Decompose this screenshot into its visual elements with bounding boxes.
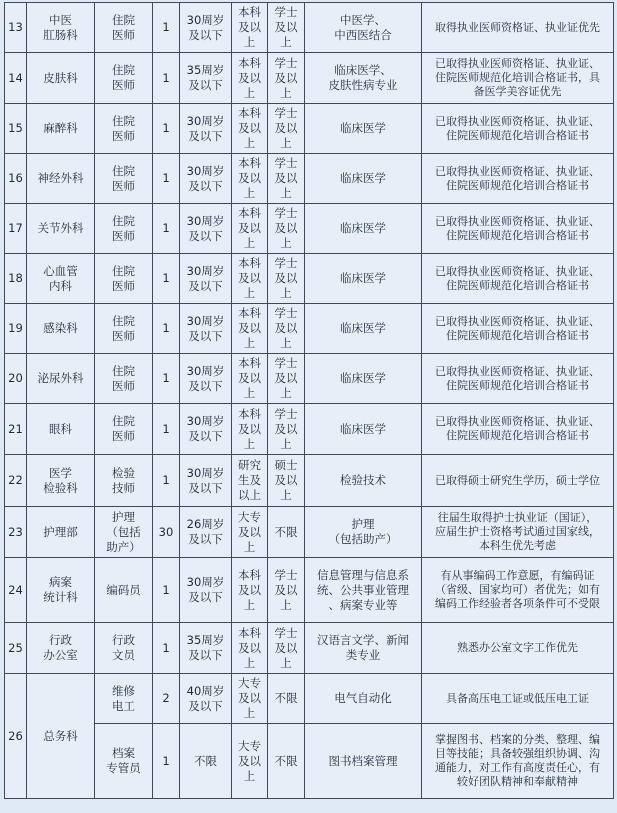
position-cell: 住院 医师 <box>95 204 153 254</box>
major-cell: 临床医学、 皮肤性病专业 <box>305 53 422 104</box>
position-cell: 住院 医师 <box>95 53 153 104</box>
department-cell: 泌尿外科 <box>27 354 95 404</box>
row-number-cell: 21 <box>5 404 27 455</box>
requirements-cell: 有从事编码工作意愿，有编码证 （省级、国家均可）者优先；如有 编码工作经验者各项条件可不受限 <box>422 558 614 623</box>
major-cell: 临床医学 <box>305 404 422 455</box>
headcount-cell: 30 <box>153 507 180 558</box>
table-row <box>5 104 614 154</box>
headcount-cell: 1 <box>153 558 180 623</box>
requirements-cell: 已取得执业医师资格证、执业证、 住院医师规范化培训合格证书 <box>422 204 614 254</box>
education-cell: 本科 及以 上 <box>232 154 268 204</box>
age-limit-cell: 不限 <box>180 724 232 799</box>
degree-cell: 硕士 及以 上 <box>268 455 305 507</box>
department-cell: 病案 统计科 <box>27 558 95 623</box>
major-cell: 图书档案管理 <box>305 724 422 799</box>
department-cell: 皮肤科 <box>27 53 95 104</box>
age-limit-cell: 35周岁 及以下 <box>180 53 232 104</box>
degree-cell: 学士 及以 上 <box>268 254 305 304</box>
position-cell: 护理 （包括 助产） <box>95 507 153 558</box>
row-number-cell: 23 <box>5 507 27 558</box>
age-limit-cell: 40周岁 及以下 <box>180 674 232 724</box>
table-row <box>5 254 614 304</box>
degree-cell: 学士 及以 上 <box>268 53 305 104</box>
headcount-cell: 2 <box>153 674 180 724</box>
department-cell: 护理部 <box>27 507 95 558</box>
headcount-cell: 1 <box>153 304 180 354</box>
degree-cell: 不限 <box>268 674 305 724</box>
position-cell: 检验 技师 <box>95 455 153 507</box>
major-cell: 临床医学 <box>305 304 422 354</box>
position-cell: 住院 医师 <box>95 104 153 154</box>
requirements-cell: 掌握图书、档案的分类、整理、编 目等技能；具备较强组织协调、沟 通能力，对工作有高度责任心，有 较好团队精神和奉献精神 <box>422 724 614 799</box>
age-limit-cell: 30周岁 及以下 <box>180 154 232 204</box>
requirements-cell: 已取得执业医师资格证、执业证、 住院医师规范化培训合格证书，具 备医学美容证优先 <box>422 53 614 104</box>
row-number-cell: 13 <box>5 3 27 53</box>
education-cell: 大专 及以 上 <box>232 507 268 558</box>
headcount-cell: 1 <box>153 724 180 799</box>
age-limit-cell: 30周岁 及以下 <box>180 254 232 304</box>
education-cell: 本科 及以 上 <box>232 404 268 455</box>
position-cell: 住院 医师 <box>95 304 153 354</box>
education-cell: 本科 及以 上 <box>232 204 268 254</box>
requirements-cell: 已取得执业医师资格证、执业证、 住院医师规范化培训合格证书 <box>422 104 614 154</box>
headcount-cell: 1 <box>153 204 180 254</box>
major-cell: 临床医学 <box>305 204 422 254</box>
table-row <box>5 507 614 558</box>
position-cell: 编码员 <box>95 558 153 623</box>
headcount-cell: 1 <box>153 53 180 104</box>
position-cell: 住院 医师 <box>95 254 153 304</box>
requirements-cell: 已取得执业医师资格证、执业证、 住院医师规范化培训合格证书 <box>422 404 614 455</box>
degree-cell: 学士 及以 上 <box>268 623 305 674</box>
education-cell: 研究 生及 以上 <box>232 455 268 507</box>
position-cell: 行政 文员 <box>95 623 153 674</box>
education-cell: 本科 及以 上 <box>232 254 268 304</box>
education-cell: 本科 及以 上 <box>232 3 268 53</box>
row-number-cell: 19 <box>5 304 27 354</box>
age-limit-cell: 30周岁 及以下 <box>180 404 232 455</box>
degree-cell: 学士 及以 上 <box>268 558 305 623</box>
table-row <box>5 674 614 724</box>
requirements-cell: 已取得执业医师资格证、执业证、 住院医师规范化培训合格证书 <box>422 254 614 304</box>
age-limit-cell: 30周岁 及以下 <box>180 558 232 623</box>
requirements-cell: 具备高压电工证或低压电工证 <box>422 674 614 724</box>
table-body <box>5 3 614 799</box>
position-cell: 维修 电工 <box>95 674 153 724</box>
requirements-cell: 取得执业医师资格证、执业证优先 <box>422 3 614 53</box>
major-cell: 中医学、 中西医结合 <box>305 3 422 53</box>
education-cell: 本科 及以 上 <box>232 104 268 154</box>
age-limit-cell: 30周岁 及以下 <box>180 304 232 354</box>
education-cell: 本科 及以 上 <box>232 558 268 623</box>
degree-cell: 学士 及以 上 <box>268 404 305 455</box>
major-cell: 临床医学 <box>305 104 422 154</box>
major-cell: 信息管理与信息系 统、公共事业管理 、病案专业等 <box>305 558 422 623</box>
table-row <box>5 53 614 104</box>
requirements-cell: 已取得硕士研究生学历，硕士学位 <box>422 455 614 507</box>
major-cell: 临床医学 <box>305 354 422 404</box>
department-cell: 关节外科 <box>27 204 95 254</box>
degree-cell: 学士 及以 上 <box>268 3 305 53</box>
age-limit-cell: 30周岁 及以下 <box>180 3 232 53</box>
position-cell: 住院 医师 <box>95 354 153 404</box>
major-cell: 电气自动化 <box>305 674 422 724</box>
table-row <box>5 724 614 799</box>
education-cell: 本科 及以 上 <box>232 53 268 104</box>
age-limit-cell: 35周岁 及以下 <box>180 623 232 674</box>
table-row <box>5 558 614 623</box>
education-cell: 本科 及以 上 <box>232 623 268 674</box>
department-cell: 眼科 <box>27 404 95 455</box>
requirements-cell: 已取得执业医师资格证、执业证、 住院医师规范化培训合格证书 <box>422 154 614 204</box>
row-number-cell: 22 <box>5 455 27 507</box>
position-cell: 档案 专管员 <box>95 724 153 799</box>
age-limit-cell: 30周岁 及以下 <box>180 104 232 154</box>
degree-cell: 学士 及以 上 <box>268 304 305 354</box>
department-cell: 总务科 <box>27 674 95 799</box>
row-number-cell: 18 <box>5 254 27 304</box>
position-cell: 住院 医师 <box>95 154 153 204</box>
row-number-cell: 15 <box>5 104 27 154</box>
table-row <box>5 455 614 507</box>
major-cell: 临床医学 <box>305 154 422 204</box>
major-cell: 临床医学 <box>305 254 422 304</box>
department-cell: 中医 肛肠科 <box>27 3 95 53</box>
headcount-cell: 1 <box>153 104 180 154</box>
table-row <box>5 623 614 674</box>
age-limit-cell: 26周岁 及以下 <box>180 507 232 558</box>
department-cell: 医学 检验科 <box>27 455 95 507</box>
department-cell: 感染科 <box>27 304 95 354</box>
row-number-cell: 16 <box>5 154 27 204</box>
table-row <box>5 154 614 204</box>
table-row <box>5 404 614 455</box>
degree-cell: 不限 <box>268 724 305 799</box>
department-cell: 心血管 内科 <box>27 254 95 304</box>
education-cell: 大专 及以 上 <box>232 724 268 799</box>
row-number-cell: 26 <box>5 674 27 799</box>
recruitment-table <box>4 2 614 799</box>
row-number-cell: 17 <box>5 204 27 254</box>
table-row <box>5 304 614 354</box>
major-cell: 汉语言文学、新闻 类专业 <box>305 623 422 674</box>
headcount-cell: 1 <box>153 455 180 507</box>
position-cell: 住院 医师 <box>95 404 153 455</box>
degree-cell: 学士 及以 上 <box>268 154 305 204</box>
headcount-cell: 1 <box>153 254 180 304</box>
age-limit-cell: 30周岁 及以下 <box>180 354 232 404</box>
degree-cell: 学士 及以 上 <box>268 354 305 404</box>
department-cell: 行政 办公室 <box>27 623 95 674</box>
department-cell: 神经外科 <box>27 154 95 204</box>
education-cell: 本科 及以 上 <box>232 304 268 354</box>
position-cell: 住院 医师 <box>95 3 153 53</box>
requirements-cell: 已取得执业医师资格证、执业证、 住院医师规范化培训合格证书 <box>422 354 614 404</box>
degree-cell: 学士 及以 上 <box>268 204 305 254</box>
degree-cell: 学士 及以 上 <box>268 104 305 154</box>
education-cell: 大专 及以 上 <box>232 674 268 724</box>
age-limit-cell: 30周岁 及以下 <box>180 204 232 254</box>
table-row <box>5 354 614 404</box>
major-cell: 检验技术 <box>305 455 422 507</box>
education-cell: 本科 及以 上 <box>232 354 268 404</box>
table-row <box>5 3 614 53</box>
major-cell: 护理 （包括助产） <box>305 507 422 558</box>
degree-cell: 不限 <box>268 507 305 558</box>
requirements-cell: 熟悉办公室文字工作优先 <box>422 623 614 674</box>
table-row <box>5 204 614 254</box>
headcount-cell: 1 <box>153 154 180 204</box>
age-limit-cell: 30周岁 及以下 <box>180 455 232 507</box>
headcount-cell: 1 <box>153 3 180 53</box>
row-number-cell: 14 <box>5 53 27 104</box>
headcount-cell: 1 <box>153 354 180 404</box>
requirements-cell: 往届生取得护士执业证（国证）， 应届生护士资格考试通过国家线， 本科生优先考虑 <box>422 507 614 558</box>
headcount-cell: 1 <box>153 623 180 674</box>
requirements-cell: 已取得执业医师资格证、执业证、 住院医师规范化培训合格证书 <box>422 304 614 354</box>
row-number-cell: 25 <box>5 623 27 674</box>
row-number-cell: 24 <box>5 558 27 623</box>
row-number-cell: 20 <box>5 354 27 404</box>
headcount-cell: 1 <box>153 404 180 455</box>
department-cell: 麻醉科 <box>27 104 95 154</box>
